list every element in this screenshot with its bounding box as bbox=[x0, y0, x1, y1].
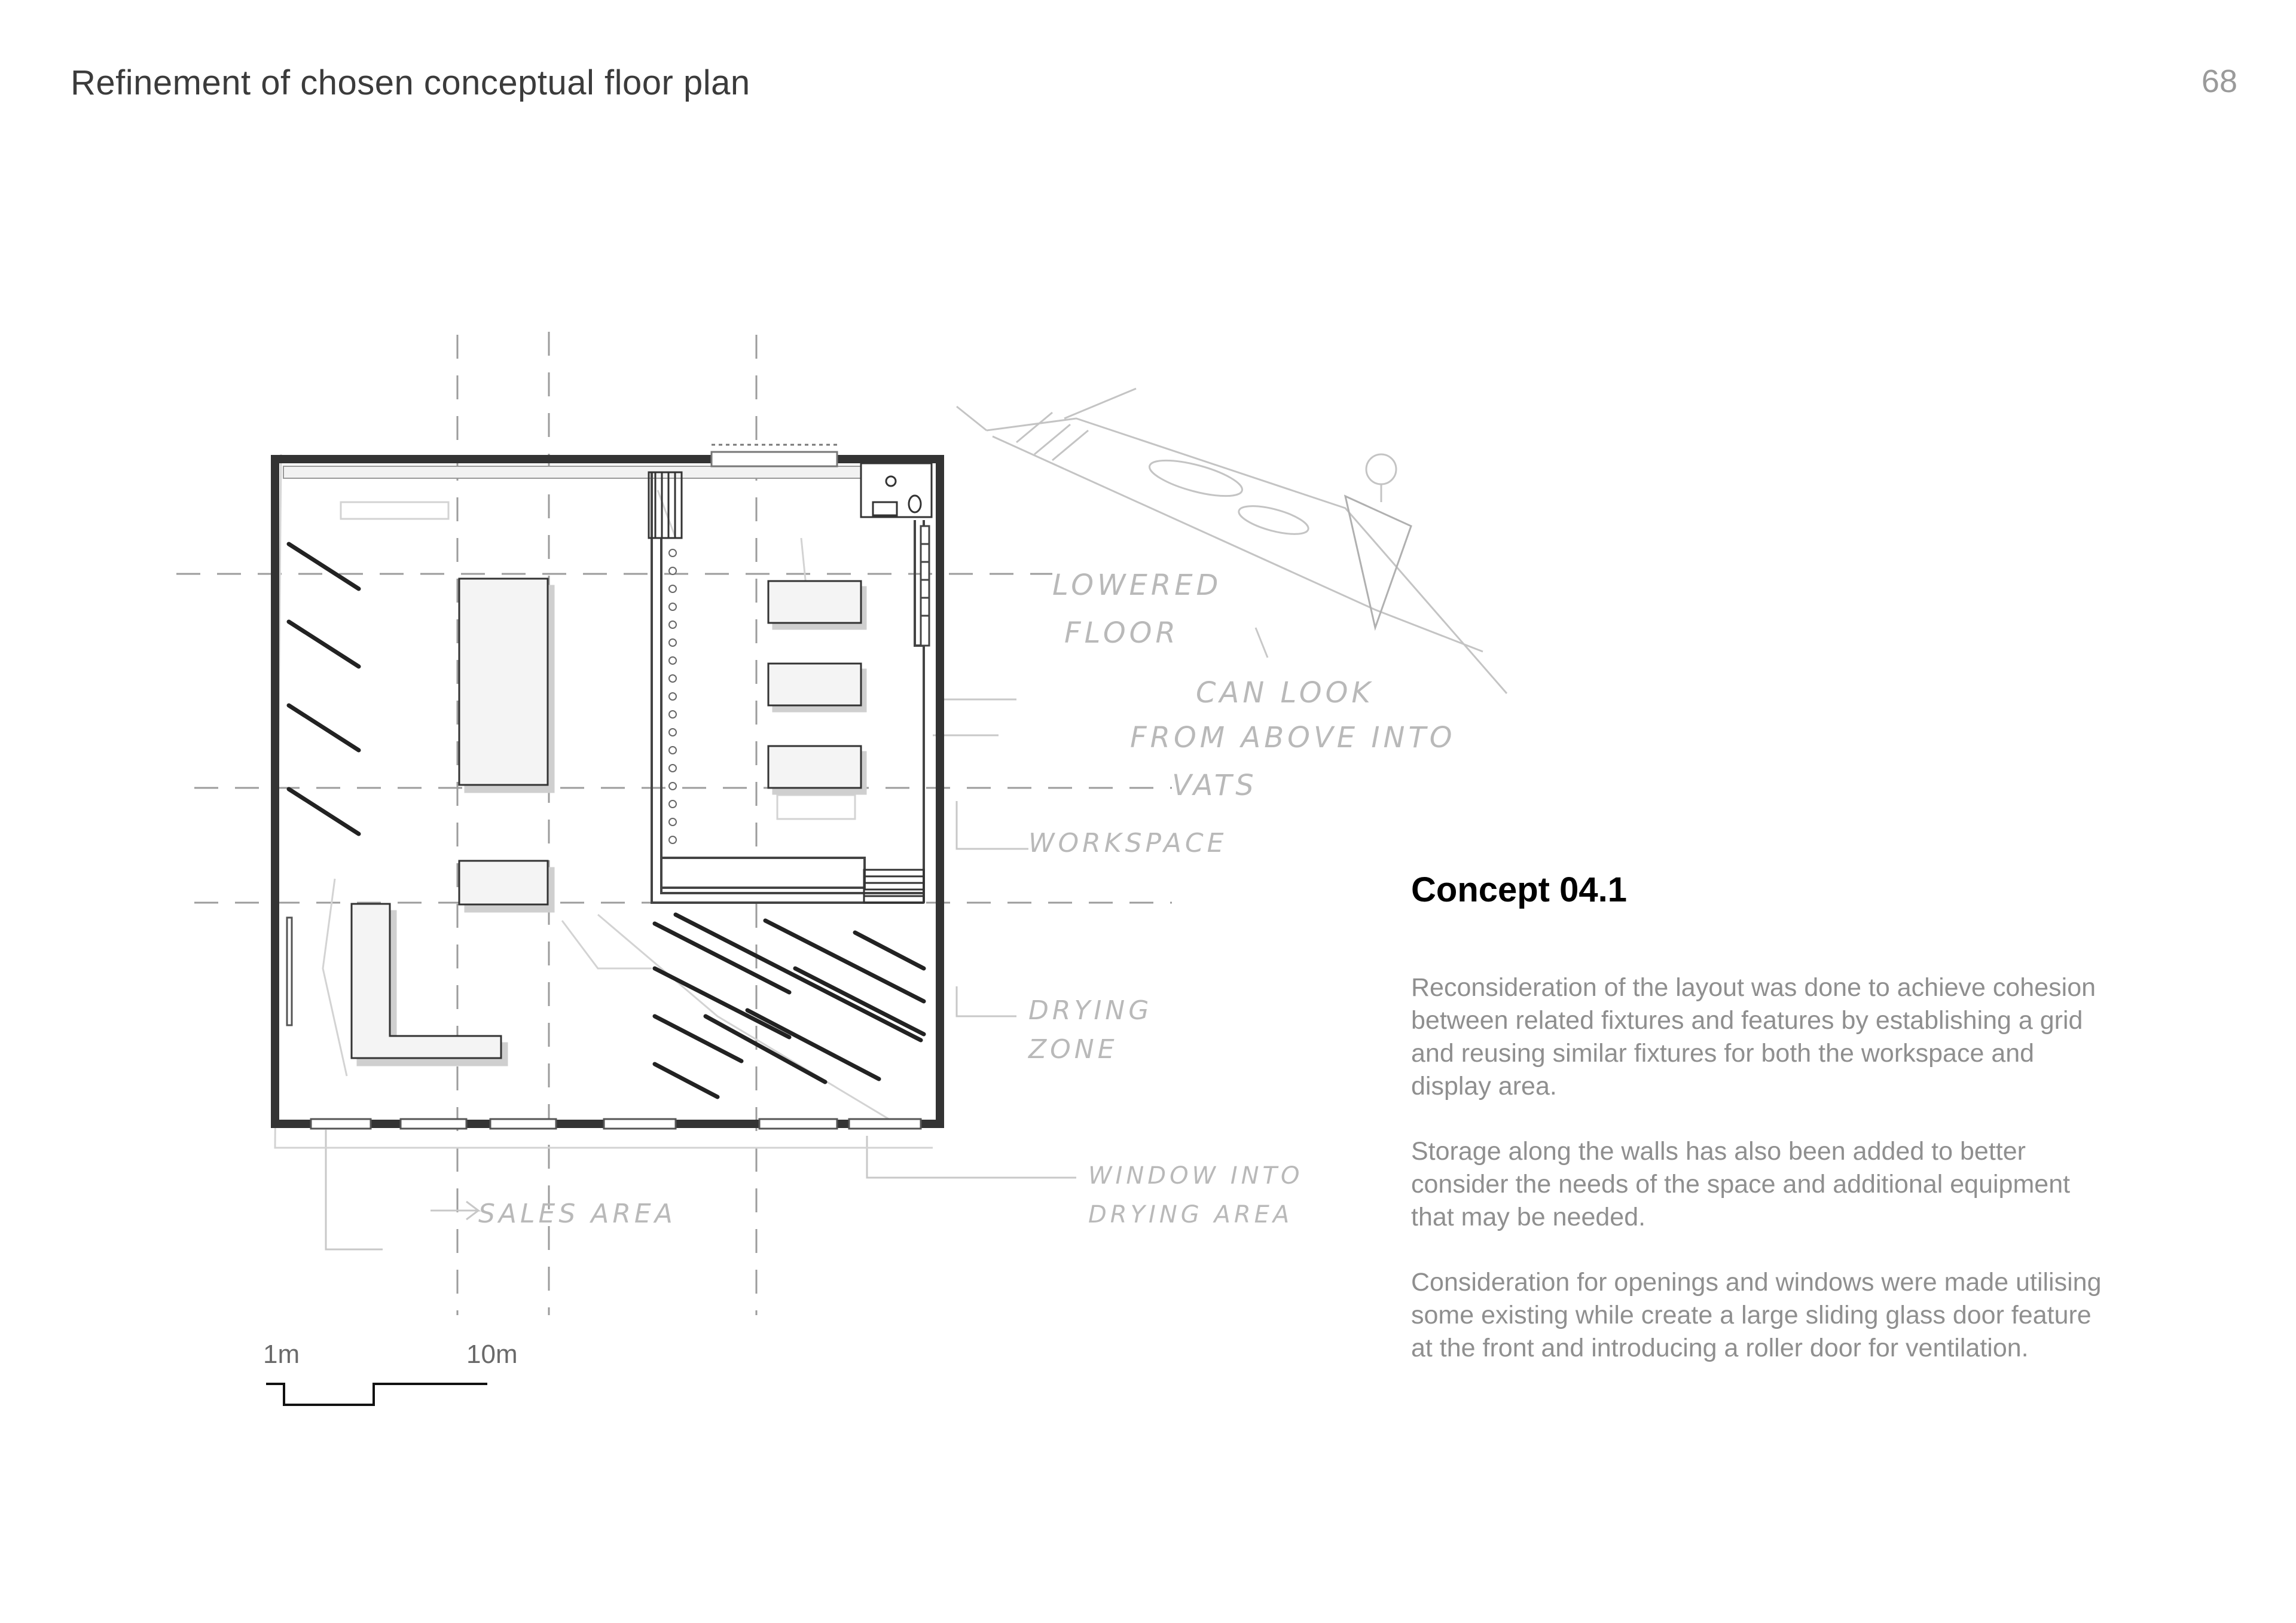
note-lowered: LOWERED bbox=[1052, 568, 1222, 602]
note-vats: VATS bbox=[1172, 769, 1257, 802]
page-number: 68 bbox=[2201, 63, 2237, 99]
left-door bbox=[287, 918, 292, 1025]
bottom-windows bbox=[311, 1119, 921, 1129]
drying-racks bbox=[655, 915, 924, 1097]
workspace-tables bbox=[768, 581, 861, 788]
display-fixtures bbox=[352, 579, 548, 1058]
vat-row bbox=[669, 549, 676, 843]
note-drying-area: DRYING AREA bbox=[1088, 1201, 1293, 1228]
note-sales-area: SALES AREA bbox=[478, 1199, 676, 1229]
note-workspace: WORKSPACE bbox=[1028, 828, 1228, 858]
left-wall-racks bbox=[289, 544, 359, 834]
note-window-into: WINDOW INTO bbox=[1088, 1162, 1303, 1190]
top-opening bbox=[712, 445, 837, 466]
stairs-top bbox=[649, 472, 682, 538]
note-drying: DRYING bbox=[1028, 995, 1153, 1026]
bathroom bbox=[861, 463, 932, 517]
scale-label-10m: 10m bbox=[466, 1340, 518, 1369]
scale-bar bbox=[266, 1384, 487, 1405]
right-wall-shelves bbox=[921, 526, 929, 646]
note-can-look: CAN LOOK bbox=[1196, 676, 1374, 710]
concept-description bbox=[1411, 971, 2117, 1397]
paragraph-layout: Reconsideration of the layout was done to achieve cohesion between related fixtures and features by establishing a grid and reusing similar fixtures for both the workspace and display area. bbox=[1411, 973, 2096, 1101]
page-title: Refinement of chosen conceptual floor plan bbox=[71, 63, 750, 102]
scale-label-1m: 1m bbox=[263, 1340, 300, 1369]
paragraph-storage: Storage along the walls has also been added to better consider the needs of the space and additional equipment that may be needed. bbox=[1411, 1137, 2071, 1231]
note-from-above: FROM ABOVE INTO bbox=[1130, 721, 1456, 754]
perspective-sketch bbox=[957, 389, 1507, 693]
note-floor: FLOOR bbox=[1064, 616, 1179, 650]
note-zone: ZONE bbox=[1028, 1034, 1118, 1065]
paragraph-openings: Consideration for openings and windows were made utilising some existing while create a large sliding glass door feature at the front and introducing a roller door for ventilation. bbox=[1411, 1268, 2102, 1362]
concept-heading: Concept 04.1 bbox=[1411, 870, 1627, 909]
stairs-bottom bbox=[864, 870, 924, 903]
